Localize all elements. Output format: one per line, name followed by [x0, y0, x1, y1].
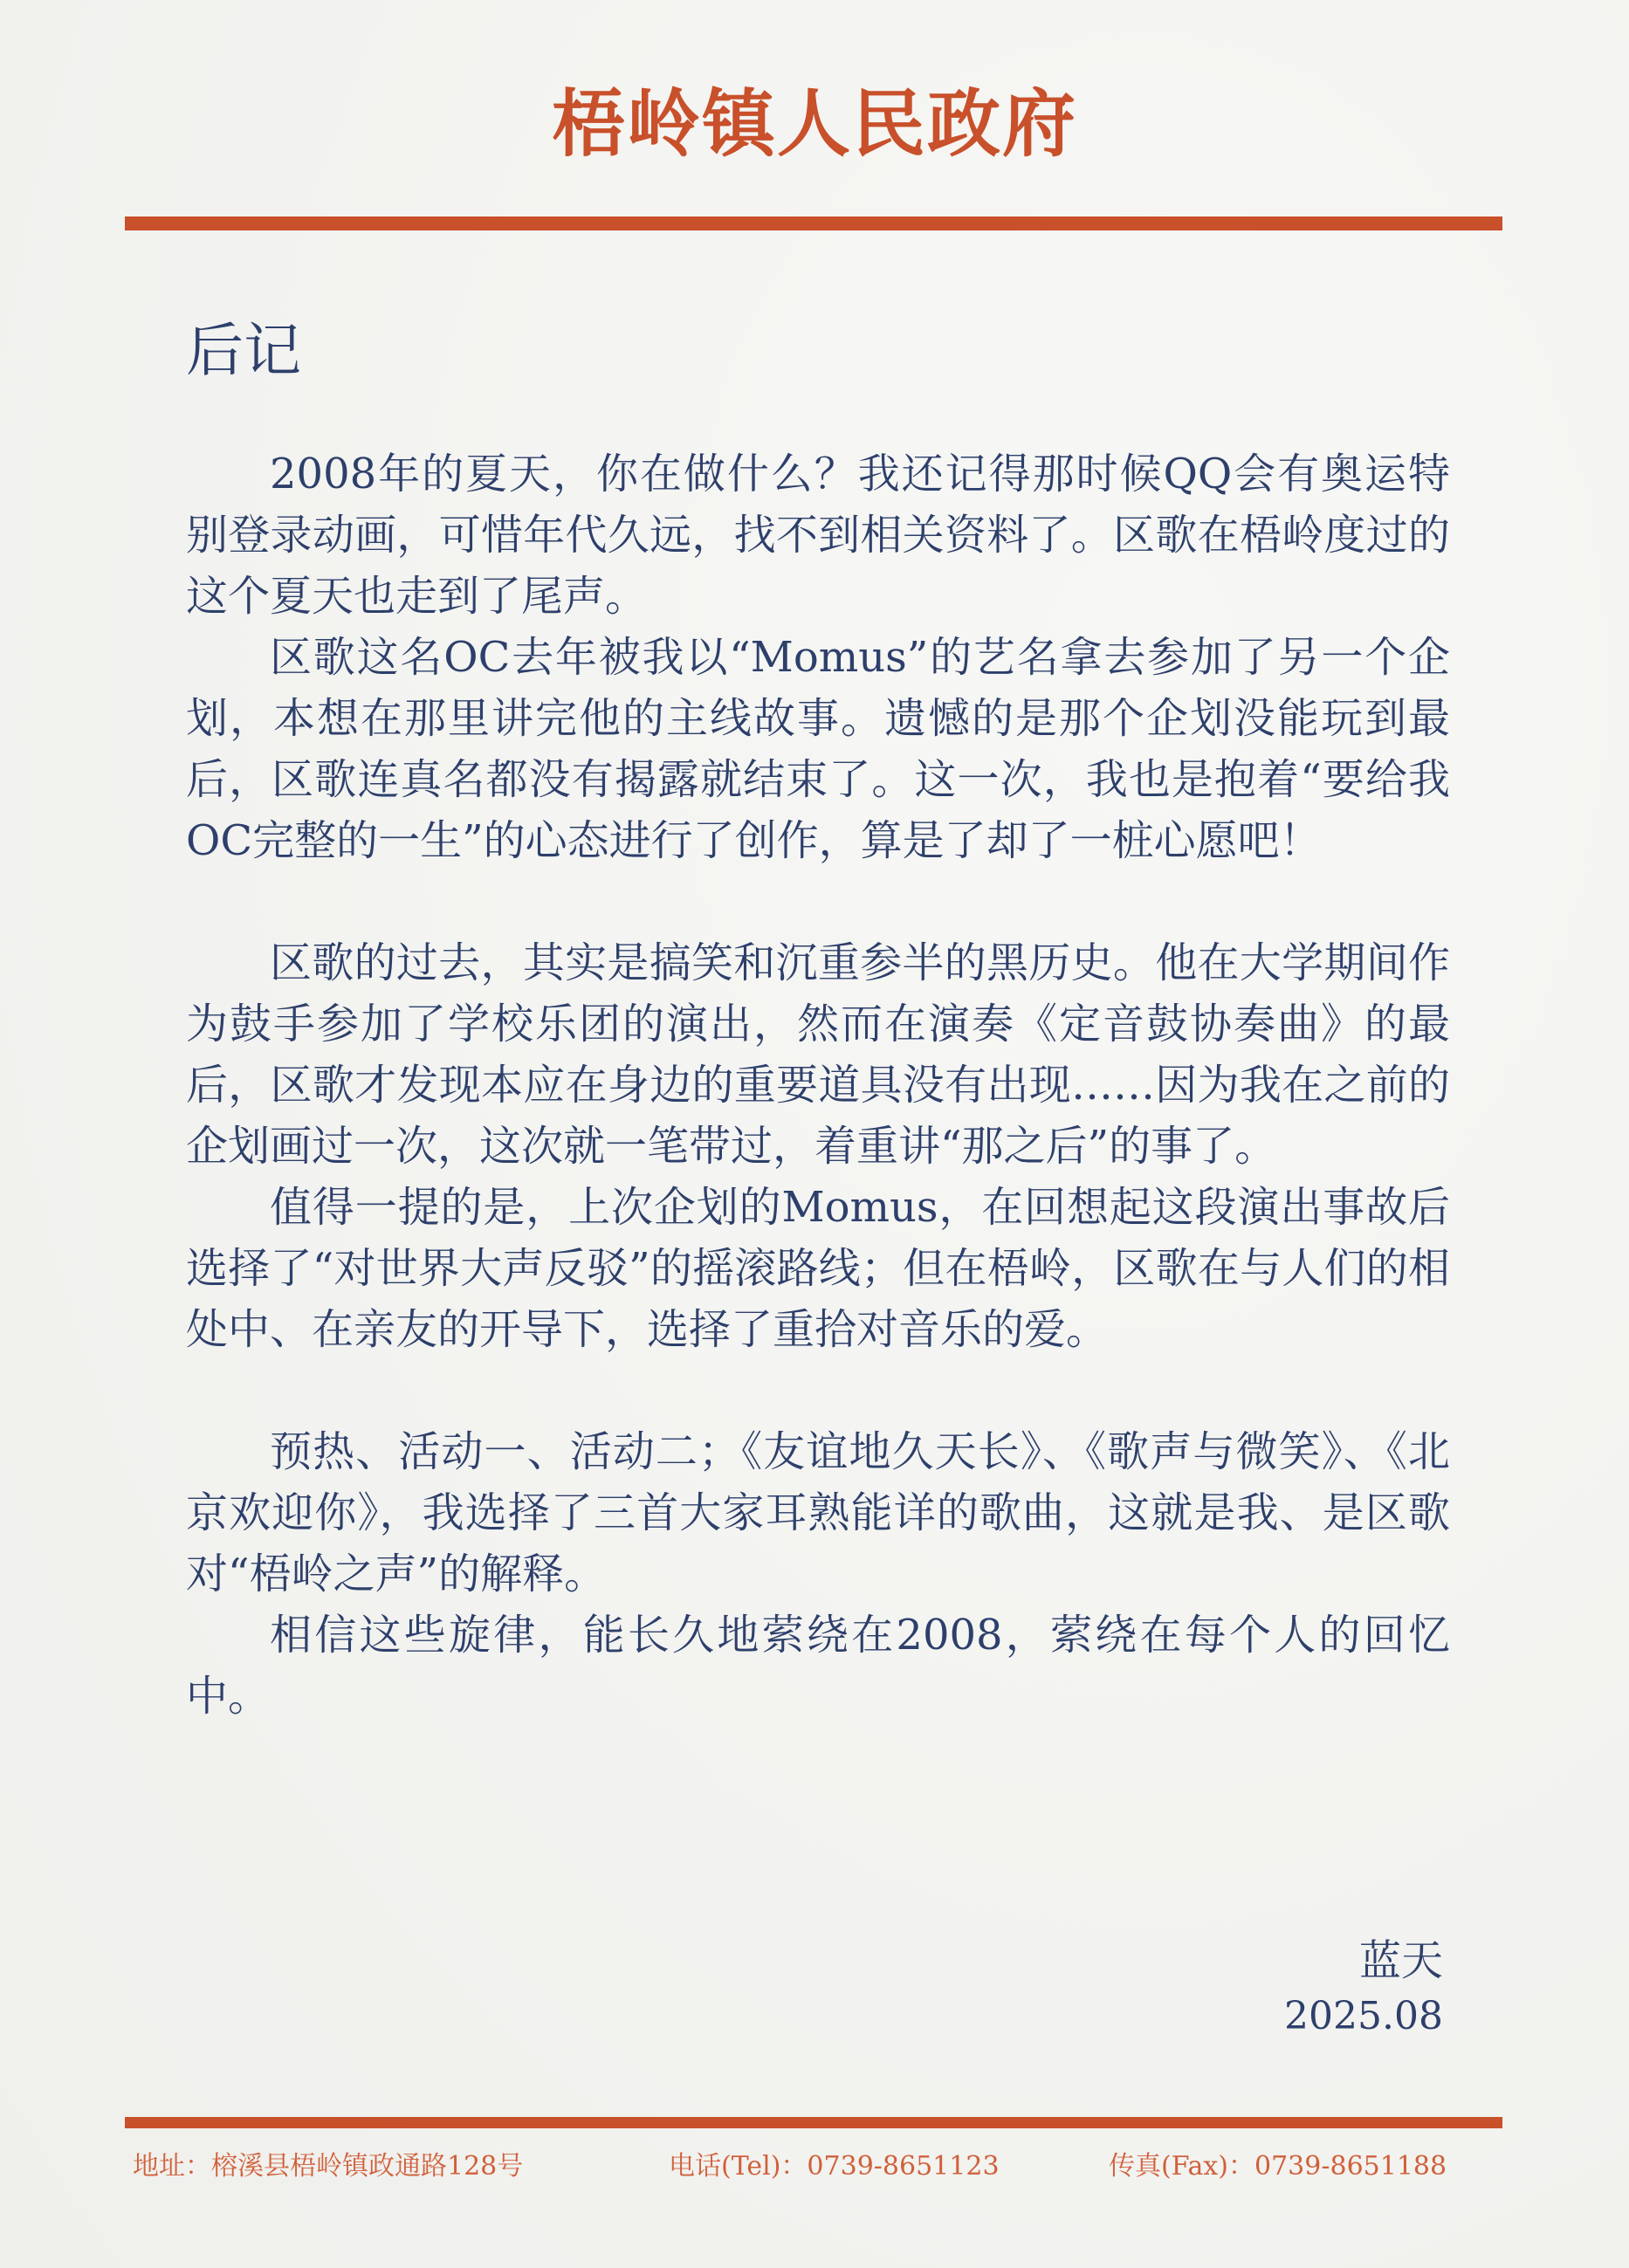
signature-date: 2025.08: [1284, 1994, 1443, 2038]
footer-fax: 传真(Fax)：0739-8651188: [1109, 2151, 1447, 2182]
paragraph: 相信这些旋律，能长久地萦绕在2008，萦绕在每个人的回忆中。: [186, 1611, 1450, 1721]
paragraph: 2008年的夏天，你在做什么？我还记得那时候QQ会有奥运特别登录动画，可惜年代久远，找不到相关资料了。区歌在梧岭度过的这个夏天也走到了尾声。: [186, 450, 1450, 621]
paragraph: 区歌的过去，其实是搞笑和沉重参半的黑历史。他在大学期间作为鼓手参加了学校乐团的演出，然而在演奏《定音鼓协奏曲》的最后，区歌才发现本应在身边的重要道具没有出现……因为我在之前的企划画过一次，这次就一笔带过，着重讲“那之后”的事了。: [186, 938, 1450, 1171]
document-body: [186, 443, 1450, 1727]
footer-divider: [125, 2117, 1502, 2128]
paragraph-spacer: [186, 1360, 1450, 1421]
paragraph-spacer: [186, 871, 1450, 932]
signature: 蓝天: [1358, 1936, 1443, 1985]
document-heading: 后记: [186, 317, 301, 384]
paragraph: 值得一提的是，上次企划的Momus，在回想起这段演出事故后选择了“对世界大声反驳”的摇滚路线；但在梧岭，区歌在与人们的相处中、在亲友的开导下，选择了重拾对音乐的爱。: [186, 1183, 1450, 1354]
letterhead-title: 梧岭镇人民政府: [551, 80, 1077, 167]
footer-address: 地址：榕溪县梧岭镇政通路128号: [133, 2151, 524, 2182]
letterhead-divider: [125, 216, 1502, 230]
paragraph: 区歌这名OC去年被我以“Momus”的艺名拿去参加了另一个企划，本想在那里讲完他的主线故事。遗憾的是那个企划没能玩到最后，区歌连真名都没有揭露就结束了。这一次，我也是抱着“要给我OC完整的一生”的心态进行了创作，算是了却了一桩心愿吧！: [186, 633, 1450, 865]
paragraph: 预热、活动一、活动二；《友谊地久天长》、《歌声与微笑》、《北京欢迎你》，我选择了三首大家耳熟能详的歌曲，这就是我、是区歌对“梧岭之声”的解释。: [186, 1427, 1450, 1598]
footer-tel: 电话(Tel)：0739-8651123: [669, 2151, 1000, 2182]
